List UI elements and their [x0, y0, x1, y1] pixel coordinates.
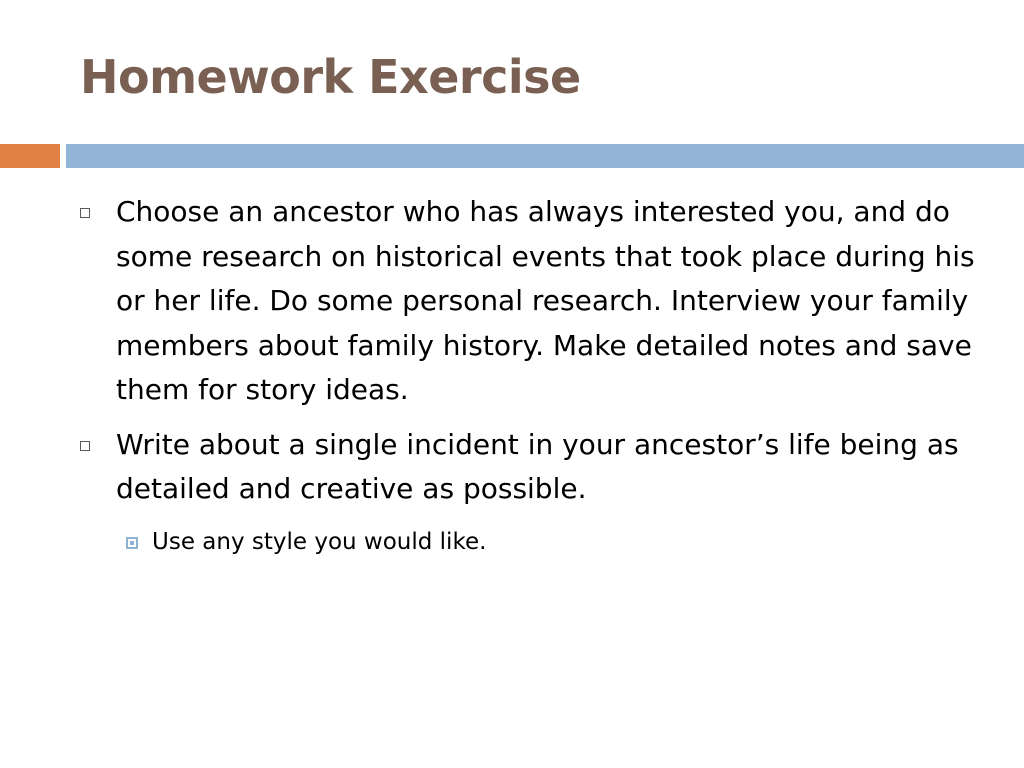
bullet-item	[80, 190, 980, 413]
title-rule-bar	[66, 144, 1024, 168]
bullet-text: Choose an ancestor who has always interested you, and do some research on historical events that took place during his or her life. Do some personal research. Interview your family members about family history. Make detailed notes and save them for story ideas.	[116, 195, 975, 406]
slide-title: Homework Exercise	[80, 50, 581, 104]
sub-bullet-item	[126, 522, 980, 562]
sub-bullet-text: Use any style you would like.	[152, 528, 487, 555]
bullet-item	[80, 423, 980, 512]
filled-square-bullet-icon	[126, 537, 138, 549]
title-accent-bar	[0, 144, 60, 168]
bullet-text: Write about a single incident in your ancestor’s life being as detailed and creative as possible.	[116, 427, 959, 505]
square-bullet-icon	[80, 441, 90, 451]
slide-content	[80, 190, 980, 562]
square-bullet-icon	[80, 208, 90, 218]
